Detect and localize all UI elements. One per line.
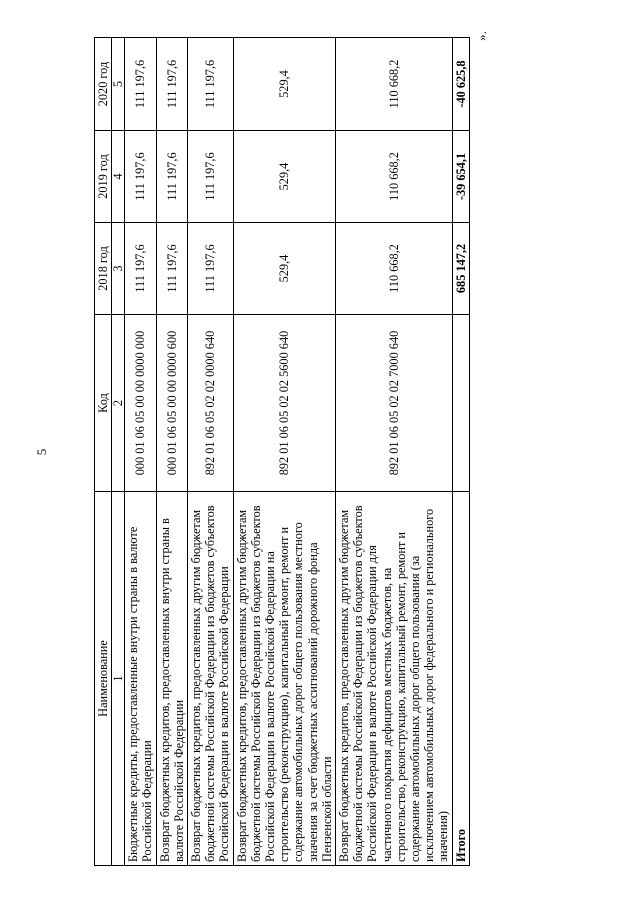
header-2018: 2018 год bbox=[95, 223, 112, 315]
row-name: Возврат бюджетных кредитов, предоставленных другим бюджетам бюджетной системы Российской Федерации из бюджетов субъектов Российской Федерации в валюте Российской Федерации bbox=[188, 492, 234, 866]
row-value-2020: 111 197,6 bbox=[188, 38, 234, 131]
row-value-2019: 111 197,6 bbox=[188, 131, 234, 223]
header-row bbox=[95, 38, 112, 866]
row-value-2018: 111 197,6 bbox=[156, 223, 187, 315]
total-value-2020: -40 625,8 bbox=[452, 38, 469, 131]
row-code: 892 01 06 05 02 02 7000 640 bbox=[336, 315, 453, 492]
row-value-2019: 110 668,2 bbox=[336, 131, 453, 223]
row-value-2020: 529,4 bbox=[233, 38, 335, 131]
header-code: Код bbox=[95, 315, 112, 492]
total-code-empty bbox=[452, 315, 469, 492]
budget-credits-table bbox=[94, 37, 470, 866]
header-2020: 2020 год bbox=[95, 38, 112, 131]
row-value-2018: 111 197,6 bbox=[188, 223, 234, 315]
row-value-2018: 529,4 bbox=[233, 223, 335, 315]
end-quote-mark: ». bbox=[473, 31, 489, 41]
row-code: 892 01 06 05 02 02 5600 640 bbox=[233, 315, 335, 492]
row-value-2019: 529,4 bbox=[233, 131, 335, 223]
column-number: 5 bbox=[112, 38, 125, 131]
row-code: 892 01 06 05 02 02 0000 640 bbox=[188, 315, 234, 492]
total-row bbox=[452, 38, 469, 866]
table-row bbox=[156, 38, 187, 866]
table-row bbox=[188, 38, 234, 866]
table-row bbox=[125, 38, 156, 866]
total-value-2019: -39 654,1 bbox=[452, 131, 469, 223]
total-value-2018: 685 147,2 bbox=[452, 223, 469, 315]
row-value-2018: 111 197,6 bbox=[125, 223, 156, 315]
row-name: Возврат бюджетных кредитов, предоставленных другим бюджетам бюджетной системы Российской Федерации из бюджетов субъектов Российской Федерации в валюте Российской Федерации на строительство (реконструкцию), капитальный ремонт, ремонт и содержание автомобильных дорог общего пользования местного значения за счет бюджетных ассигнований дорожного фонда Пензенской области bbox=[233, 492, 335, 866]
row-value-2020: 110 668,2 bbox=[336, 38, 453, 131]
row-code: 000 01 06 05 00 00 0000 000 bbox=[125, 315, 156, 492]
row-code: 000 01 06 05 00 00 0000 600 bbox=[156, 315, 187, 492]
column-number: 2 bbox=[112, 315, 125, 492]
column-number: 3 bbox=[112, 223, 125, 315]
rotated-table-container bbox=[94, 38, 486, 866]
column-number: 4 bbox=[112, 131, 125, 223]
row-value-2018: 110 668,2 bbox=[336, 223, 453, 315]
header-name: Наименование bbox=[95, 492, 112, 866]
row-value-2019: 111 197,6 bbox=[156, 131, 187, 223]
total-label: Итого bbox=[452, 492, 469, 866]
row-value-2020: 111 197,6 bbox=[156, 38, 187, 131]
header-2019: 2019 год bbox=[95, 131, 112, 223]
row-value-2020: 111 197,6 bbox=[125, 38, 156, 131]
table-row bbox=[336, 38, 453, 866]
row-value-2019: 111 197,6 bbox=[125, 131, 156, 223]
column-number-row bbox=[112, 38, 125, 866]
row-name: Возврат бюджетных кредитов, предоставленных внутри страны в валюте Российской Федерации bbox=[156, 492, 187, 866]
table-row bbox=[233, 38, 335, 866]
row-name: Возврат бюджетных кредитов, предоставленных другим бюджетам бюджетной системы Российской Федерации из бюджетов субъектов Российской Федерации в валюте Российской Федерации для частичного покрытия дефицитов местных бюджетов, на строительство, реконструкцию, капитальный ремонт, ремонт и содержание автомобильных дорог общего пользования (за исключением автомобильных дорог федерального и регионального значения) bbox=[336, 492, 453, 866]
row-name: Бюджетные кредиты, предоставленные внутри страны в валюте Российской Федерации bbox=[125, 492, 156, 866]
column-number: 1 bbox=[112, 492, 125, 866]
page-number: 5 bbox=[34, 448, 49, 456]
